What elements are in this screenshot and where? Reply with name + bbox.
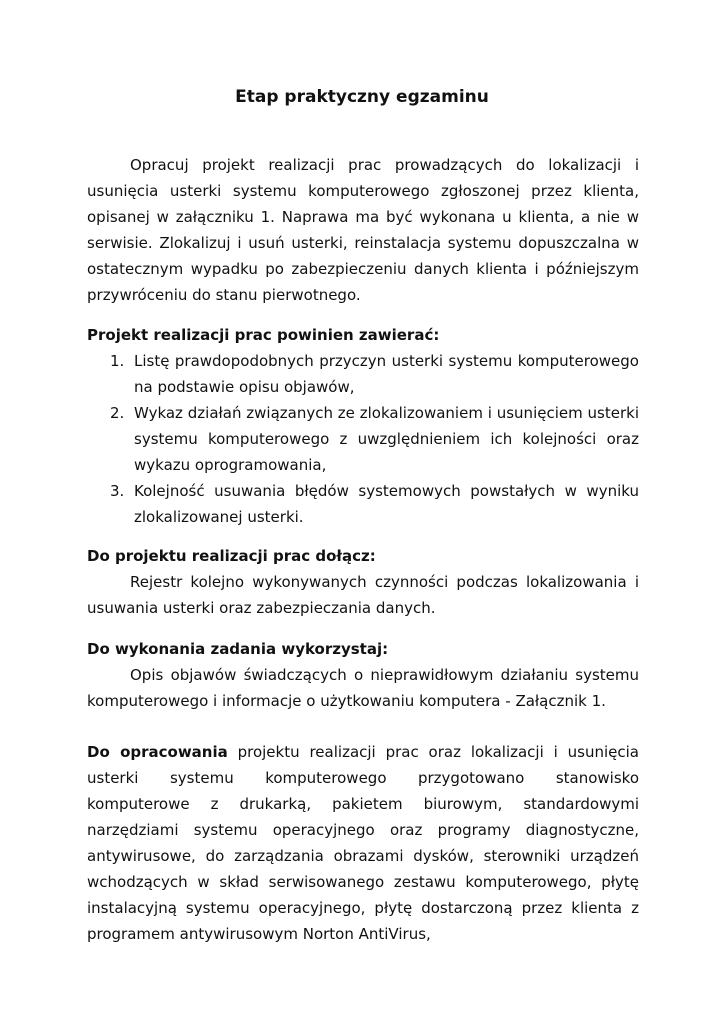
list-item-number: 2. [110, 404, 125, 422]
prep-text: projektu realizacji prac oraz lokalizacji i usunięcia usterki systemu komputerowego przygotowano stanowisko komputerowe z drukarką, pakietem biurowym, standardowymi narzędziami systemu operacyjnego oraz programy diagnostyczne, antywirusowe, do zarządzania obrazami dysków, sterowniki urządzeń wchodzących w skład serwisowanego zestawu komputerowego, płytę instalacyjną systemu operacyjnego, płytę dostarczoną przez klienta z programem antywirusowym Norton AntiVirus, [87, 743, 639, 943]
attach-heading: Do projektu realizacji prac dołącz: [87, 547, 376, 565]
intro-paragraph: Opracuj projekt realizacji prac prowadzących do lokalizacji i usunięcia usterki systemu komputerowego zgłoszonej przez klienta, opisanej w załączniku 1. Naprawa ma być wykonana u klienta, a nie w serwisie. Zlokalizuj i usuń usterki, reinstalacja systemu dopuszczalna w ostatecznym wypadku po zabezpieczeniu danych klienta i późniejszym przywróceniu do stanu pierwotnego. [87, 156, 639, 304]
list-item-number: 3. [110, 482, 125, 500]
attach-section [87, 543, 639, 621]
attach-paragraph: Rejestr kolejno wykonywanych czynności podczas lokalizowania i usuwania usterki oraz zabezpieczania danych. [87, 573, 639, 617]
list-item-number: 1. [110, 352, 125, 370]
project-heading: Projekt realizacji prac powinien zawierać: [87, 326, 440, 344]
page-title: Etap praktyczny egzaminu [235, 87, 489, 107]
list-item-text: Kolejność usuwania błędów systemowych powstałych w wyniku zlokalizowanej usterki. [134, 482, 639, 526]
list-item-text: Listę prawdopodobnych przyczyn usterki systemu komputerowego na podstawie opisu objawów, [134, 352, 639, 396]
list-item [87, 478, 639, 530]
prep-section [87, 739, 639, 947]
prep-lead: Do opracowania [87, 743, 228, 761]
prep-paragraph [87, 739, 639, 947]
list-item [87, 348, 639, 400]
list-item-text: Wykaz działań związanych ze zlokalizowaniem i usunięciem usterki systemu komputerowego z uwzględnieniem ich kolejności oraz wykazu oprogramowania, [134, 404, 639, 474]
use-heading: Do wykonania zadania wykorzystaj: [87, 640, 389, 658]
use-section [87, 636, 639, 714]
project-list [87, 348, 639, 530]
intro-section [87, 152, 639, 308]
use-paragraph: Opis objawów świadczących o nieprawidłowym działaniu systemu komputerowego i informacje o użytkowaniu komputera - Załącznik 1. [87, 666, 639, 710]
list-item [87, 400, 639, 478]
project-section [87, 322, 639, 530]
